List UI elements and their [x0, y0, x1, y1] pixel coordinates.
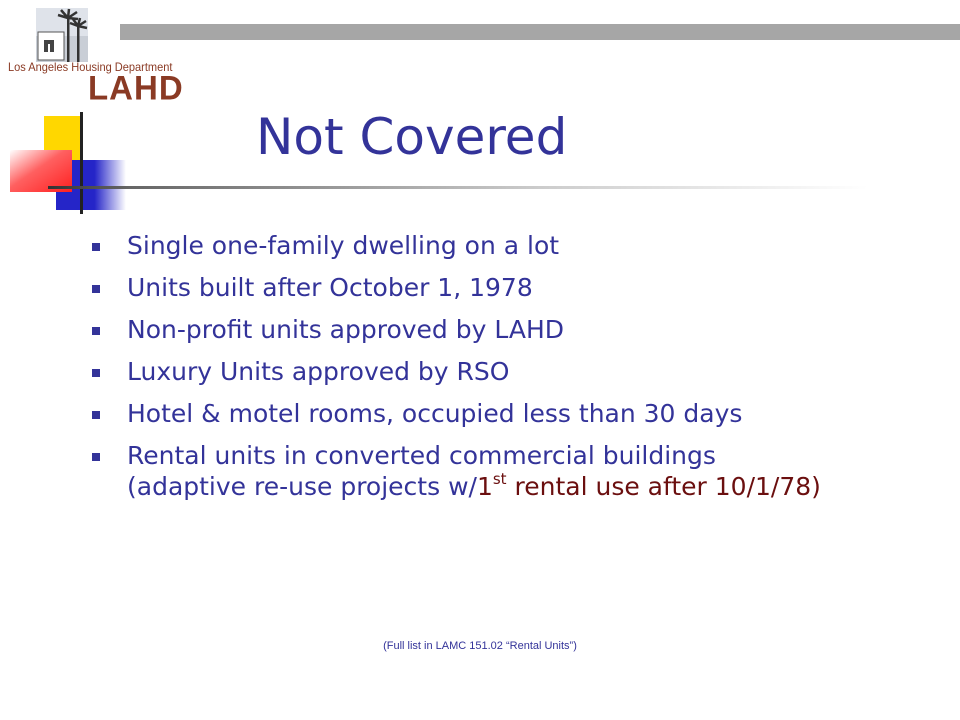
accent-number: 1 — [476, 472, 493, 501]
bullet-square-icon — [92, 327, 100, 335]
bullet-square-icon — [92, 243, 100, 251]
bullet-square-icon — [92, 411, 100, 419]
bullet-accent-text — [477, 472, 821, 501]
footnote-text: (Full list in LAMC 151.02 “Rental Units”) — [383, 640, 577, 652]
accent-superscript: st — [492, 470, 507, 488]
bullet-square-icon — [92, 285, 100, 293]
bullet-list — [90, 230, 830, 513]
list-item — [90, 272, 830, 303]
logo-abbreviation: LAHD — [88, 68, 184, 107]
list-item — [90, 398, 830, 429]
list-item — [90, 230, 830, 261]
list-item — [90, 314, 830, 345]
bullet-text: Rental units in converted commercial buildings (adaptive re-use projects w/ — [127, 441, 716, 501]
slide-title: Not Covered — [256, 108, 568, 166]
footnote — [0, 640, 960, 652]
accent-rest: rental use after 10/1/78) — [506, 472, 821, 501]
decor-vertical-line — [80, 112, 83, 214]
logo-department-name: Los Angeles Housing Department — [8, 60, 173, 74]
palm-tree-building-logo-icon — [36, 8, 88, 62]
bullet-text: Single one-family dwelling on a lot — [127, 231, 560, 260]
bullet-text: Luxury Units approved by RSO — [127, 357, 510, 386]
bullet-square-icon — [92, 453, 100, 461]
top-rule — [120, 24, 960, 40]
bullet-square-icon — [92, 369, 100, 377]
bullet-text: Hotel & motel rooms, occupied less than 30 days — [127, 399, 743, 428]
list-item — [90, 440, 830, 502]
list-item — [90, 356, 830, 387]
bullet-text: Non-profit units approved by LAHD — [127, 315, 564, 344]
bullet-text: Units built after October 1, 1978 — [127, 273, 533, 302]
title-underline — [48, 186, 868, 189]
